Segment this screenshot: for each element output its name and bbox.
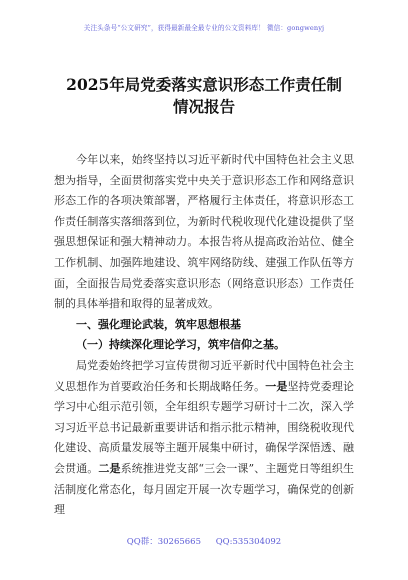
- intro-paragraph: 今年以来，始终坚持以习近平新时代中国特色社会主义思想为指导，全面贯彻落实党中央关于意识形态工作和网络意识形态工作的各项决策部署，严格履行主体责任，将意识形态工作责任制落实落细落到位，为新时代税收现代化建设提供了坚强思想保证和强大精神动力。本报告将从提高政治站位、健全工作机制、加强阵地建设、筑牢网络防线、建强工作队伍等方面，全面报告局党委落实意识形态（网络意识形态）工作责任制的具体举措和取得的显著成效。: [54, 153, 354, 311]
- paragraph-text: 系统推进党支部“三会一课”、主题党日等组织生活制度化常态化，每月固定开展一次专题学习，确保党的创新理: [54, 461, 355, 517]
- paragraph-text: 局党委始终把学习宣传贯彻习近平新时代中国特色社会主义思想作为首要政治任务和长期战略任务。: [54, 358, 354, 393]
- paragraph-text: 坚持党委理论学习中心组示范引领，全年组织专题学习研讨十二次，深入学习习近平总书记最新重要讲话和指示批示精神，围绕税收现代化建设、高质量发展等主题开展集中研讨，确保学深悟透、融会贯通。: [54, 379, 355, 475]
- section-heading-1: 一、强化理论武装，筑牢思想根基: [76, 317, 241, 331]
- study-paragraph: [54, 356, 354, 521]
- subsection-heading-1: （一）持续深化理论学习，筑牢信仰之基。: [76, 338, 285, 352]
- header-promo-note: 关注头条号“公文研究”，获得最新最全最专业的公文资料库！ 微信：gongwenyj: [83, 24, 325, 32]
- point-marker-second: 二是: [98, 461, 121, 475]
- document-title: [0, 74, 408, 118]
- footer-qq: QQ:535304092: [215, 537, 282, 547]
- document-title-line-1: 2025年局党委落实意识形态工作责任制: [66, 75, 342, 94]
- document-body: [54, 150, 354, 521]
- footer-contact: [0, 535, 408, 547]
- footer-qq-group: QQ群：30265665: [126, 537, 201, 547]
- point-marker-first: 一是: [265, 379, 288, 393]
- document-title-line-2: 情况报告: [172, 97, 235, 116]
